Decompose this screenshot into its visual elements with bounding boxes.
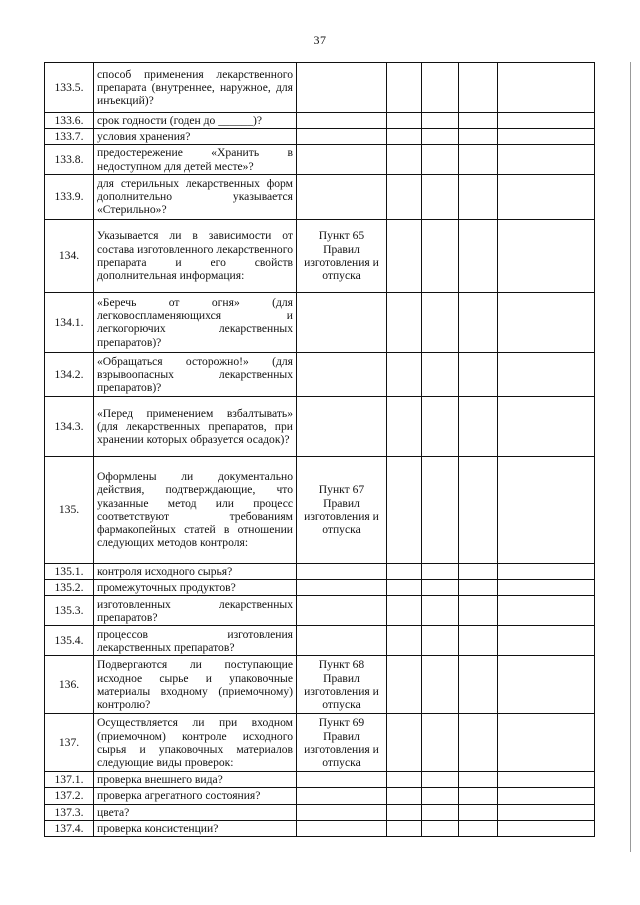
note-cell[interactable]: [498, 396, 595, 456]
answer-na-cell[interactable]: [459, 145, 498, 174]
page-edge-line: [630, 62, 631, 852]
table-row: [45, 145, 595, 174]
table-row: [45, 352, 595, 396]
answer-na-cell[interactable]: [459, 788, 498, 804]
answer-na-cell[interactable]: [459, 456, 498, 563]
legal-reference: Пункт 65 Правил изготовления и отпуска: [297, 219, 387, 292]
answer-yes-cell[interactable]: [387, 656, 422, 714]
table-row: [45, 563, 595, 579]
answer-yes-cell[interactable]: [387, 596, 422, 626]
answer-na-cell[interactable]: [459, 129, 498, 145]
answer-yes-cell[interactable]: [387, 804, 422, 820]
table-row: [45, 113, 595, 129]
answer-no-cell[interactable]: [422, 352, 459, 396]
legal-reference: [297, 580, 387, 596]
item-number: 135.: [45, 456, 94, 563]
answer-yes-cell[interactable]: [387, 145, 422, 174]
item-number: 133.6.: [45, 113, 94, 129]
item-number: 133.5.: [45, 63, 94, 113]
question-text: промежуточных продуктов?: [94, 580, 297, 596]
answer-no-cell[interactable]: [422, 772, 459, 788]
legal-reference: [297, 129, 387, 145]
answer-yes-cell[interactable]: [387, 174, 422, 219]
question-text: цвета?: [94, 804, 297, 820]
note-cell[interactable]: [498, 456, 595, 563]
answer-na-cell[interactable]: [459, 714, 498, 772]
item-number: 137.4.: [45, 820, 94, 836]
item-number: 134.1.: [45, 292, 94, 352]
answer-no-cell[interactable]: [422, 596, 459, 626]
answer-no-cell[interactable]: [422, 580, 459, 596]
note-cell[interactable]: [498, 820, 595, 836]
question-text: контроля исходного сырья?: [94, 563, 297, 579]
answer-no-cell[interactable]: [422, 804, 459, 820]
note-cell[interactable]: [498, 804, 595, 820]
table-row: [45, 174, 595, 219]
answer-na-cell[interactable]: [459, 352, 498, 396]
question-text: проверка внешнего вида?: [94, 772, 297, 788]
legal-reference: [297, 596, 387, 626]
answer-na-cell[interactable]: [459, 772, 498, 788]
item-number: 133.8.: [45, 145, 94, 174]
item-number: 137.3.: [45, 804, 94, 820]
item-number: 137.2.: [45, 788, 94, 804]
table-row: [45, 456, 595, 563]
answer-na-cell[interactable]: [459, 820, 498, 836]
table-row: [45, 63, 595, 113]
item-number: 134.3.: [45, 396, 94, 456]
answer-no-cell[interactable]: [422, 820, 459, 836]
item-number: 133.9.: [45, 174, 94, 219]
answer-no-cell[interactable]: [422, 292, 459, 352]
legal-reference: Пункт 67 Правил изготовления и отпуска: [297, 456, 387, 563]
note-cell[interactable]: [498, 219, 595, 292]
table-row: [45, 820, 595, 836]
item-number: 135.4.: [45, 626, 94, 656]
answer-na-cell[interactable]: [459, 113, 498, 129]
answer-no-cell[interactable]: [422, 113, 459, 129]
legal-reference: Пункт 68 Правил изготовления и отпуска: [297, 656, 387, 714]
note-cell[interactable]: [498, 714, 595, 772]
answer-yes-cell[interactable]: [387, 563, 422, 579]
legal-reference: [297, 113, 387, 129]
answer-no-cell[interactable]: [422, 626, 459, 656]
answer-yes-cell[interactable]: [387, 456, 422, 563]
question-text: «Беречь от огня» (для легковоспламеняющихся и легкогорючих лекарственных препаратов)?: [94, 292, 297, 352]
table-row: [45, 656, 595, 714]
checklist-table: [44, 62, 595, 837]
table-row: [45, 396, 595, 456]
answer-no-cell[interactable]: [422, 563, 459, 579]
question-text: Подвергаются ли поступающие исходное сырье и упаковочные материалы входному (приемочному) контролю?: [94, 656, 297, 714]
answer-no-cell[interactable]: [422, 129, 459, 145]
question-text: Осуществляется ли при входном (приемочном) контроле исходного сырья и упаковочных материалов следующие виды проверок:: [94, 714, 297, 772]
legal-reference: [297, 772, 387, 788]
note-cell[interactable]: [498, 174, 595, 219]
item-number: 133.7.: [45, 129, 94, 145]
answer-yes-cell[interactable]: [387, 396, 422, 456]
question-text: «Перед применением взбалтывать» (для лекарственных препаратов, при хранении которых образуется осадок)?: [94, 396, 297, 456]
note-cell[interactable]: [498, 63, 595, 113]
answer-na-cell[interactable]: [459, 656, 498, 714]
item-number: 135.1.: [45, 563, 94, 579]
answer-na-cell[interactable]: [459, 174, 498, 219]
question-text: проверка консистенции?: [94, 820, 297, 836]
question-text: срок годности (годен до ______)?: [94, 113, 297, 129]
question-text: изготовленных лекарственных препаратов?: [94, 596, 297, 626]
legal-reference: [297, 292, 387, 352]
legal-reference: [297, 820, 387, 836]
table-row: [45, 219, 595, 292]
item-number: 135.3.: [45, 596, 94, 626]
legal-reference: [297, 563, 387, 579]
answer-na-cell[interactable]: [459, 563, 498, 579]
note-cell[interactable]: [498, 772, 595, 788]
question-text: проверка агрегатного состояния?: [94, 788, 297, 804]
question-text: Указывается ли в зависимости от состава изготовленного лекарственного препарата и его свойств дополнительная информация:: [94, 219, 297, 292]
note-cell[interactable]: [498, 580, 595, 596]
legal-reference: Пункт 69 Правил изготовления и отпуска: [297, 714, 387, 772]
answer-yes-cell[interactable]: [387, 788, 422, 804]
question-text: предостережение «Хранить в недоступном для детей месте»?: [94, 145, 297, 174]
legal-reference: [297, 788, 387, 804]
answer-yes-cell[interactable]: [387, 580, 422, 596]
answer-yes-cell[interactable]: [387, 352, 422, 396]
answer-na-cell[interactable]: [459, 63, 498, 113]
legal-reference: [297, 63, 387, 113]
answer-yes-cell[interactable]: [387, 714, 422, 772]
answer-na-cell[interactable]: [459, 804, 498, 820]
answer-no-cell[interactable]: [422, 396, 459, 456]
question-text: условия хранения?: [94, 129, 297, 145]
answer-yes-cell[interactable]: [387, 219, 422, 292]
answer-no-cell[interactable]: [422, 714, 459, 772]
answer-na-cell[interactable]: [459, 596, 498, 626]
question-text: способ применения лекарственного препарата (внутреннее, наружное, для инъекций)?: [94, 63, 297, 113]
note-cell[interactable]: [498, 656, 595, 714]
answer-yes-cell[interactable]: [387, 626, 422, 656]
note-cell[interactable]: [498, 788, 595, 804]
page-number: 37: [313, 33, 327, 47]
table-row: [45, 580, 595, 596]
table-row: [45, 804, 595, 820]
item-number: 137.1.: [45, 772, 94, 788]
item-number: 134.2.: [45, 352, 94, 396]
answer-na-cell[interactable]: [459, 219, 498, 292]
question-text: Оформлены ли документально действия, подтверждающие, что указанные метод или процесс соответствуют требованиям фармакопейных статей в отношении следующих методов контроля:: [94, 456, 297, 563]
answer-yes-cell[interactable]: [387, 129, 422, 145]
legal-reference: [297, 626, 387, 656]
note-cell[interactable]: [498, 145, 595, 174]
table-row: [45, 626, 595, 656]
answer-yes-cell[interactable]: [387, 772, 422, 788]
answer-no-cell[interactable]: [422, 219, 459, 292]
answer-yes-cell[interactable]: [387, 63, 422, 113]
answer-no-cell[interactable]: [422, 656, 459, 714]
table-row: [45, 772, 595, 788]
item-number: 134.: [45, 219, 94, 292]
answer-na-cell[interactable]: [459, 580, 498, 596]
item-number: 137.: [45, 714, 94, 772]
table-row: [45, 596, 595, 626]
question-text: «Обращаться осторожно!» (для взрывоопасных лекарственных препаратов)?: [94, 352, 297, 396]
answer-no-cell[interactable]: [422, 788, 459, 804]
legal-reference: [297, 804, 387, 820]
note-cell[interactable]: [498, 129, 595, 145]
answer-na-cell[interactable]: [459, 292, 498, 352]
answer-yes-cell[interactable]: [387, 292, 422, 352]
legal-reference: [297, 352, 387, 396]
question-text: процессов изготовления лекарственных препаратов?: [94, 626, 297, 656]
table-row: [45, 129, 595, 145]
legal-reference: [297, 145, 387, 174]
answer-no-cell[interactable]: [422, 456, 459, 563]
table-row: [45, 788, 595, 804]
note-cell[interactable]: [498, 352, 595, 396]
answer-na-cell[interactable]: [459, 396, 498, 456]
note-cell[interactable]: [498, 563, 595, 579]
note-cell[interactable]: [498, 113, 595, 129]
question-text: для стерильных лекарственных форм дополнительно указывается «Стерильно»?: [94, 174, 297, 219]
legal-reference: [297, 174, 387, 219]
note-cell[interactable]: [498, 596, 595, 626]
answer-no-cell[interactable]: [422, 174, 459, 219]
item-number: 136.: [45, 656, 94, 714]
table-row: [45, 292, 595, 352]
table-row: [45, 714, 595, 772]
answer-no-cell[interactable]: [422, 63, 459, 113]
answer-na-cell[interactable]: [459, 626, 498, 656]
answer-no-cell[interactable]: [422, 145, 459, 174]
answer-yes-cell[interactable]: [387, 113, 422, 129]
answer-yes-cell[interactable]: [387, 820, 422, 836]
item-number: 135.2.: [45, 580, 94, 596]
note-cell[interactable]: [498, 626, 595, 656]
legal-reference: [297, 396, 387, 456]
note-cell[interactable]: [498, 292, 595, 352]
